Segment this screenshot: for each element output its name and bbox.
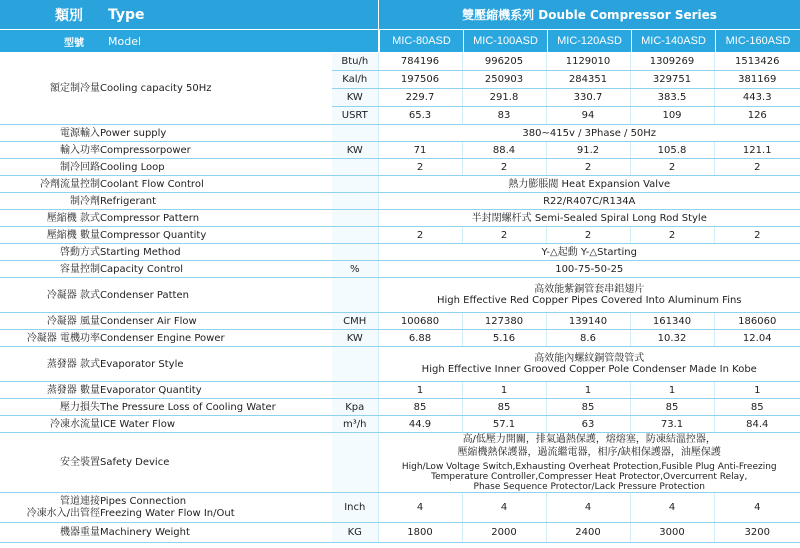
unit-cell: KW [332, 330, 378, 347]
model-header: MIC-80ASD [379, 30, 463, 52]
value-cell: 100-75-50-25 [378, 261, 800, 278]
table-header [0, 0, 800, 54]
row-label-en: Compressor Quantity [100, 227, 332, 244]
value-cell: 2 [630, 227, 714, 244]
row-label-en: Cooling capacity 50Hz [100, 53, 332, 125]
value-cell: 784196 [378, 53, 462, 71]
unit-cell: CMH [332, 313, 378, 330]
value-cell [378, 347, 800, 382]
value-line: 高/低壓力開關，排氣過熱保護，熔熔塞，防凍結溫控器， [462, 434, 716, 445]
series-header [379, 0, 800, 29]
table-row [0, 159, 800, 176]
value-cell: 383.5 [630, 89, 714, 107]
table-row [0, 399, 800, 416]
row-label-en: Starting Method [100, 244, 332, 261]
value-cell: 139140 [546, 313, 630, 330]
series-title: 雙壓縮機系列 Double Compressor Series [462, 8, 717, 22]
row-label-cn: 冷凝器 款式 [0, 278, 100, 313]
value-cell: 2 [462, 159, 546, 176]
table-row [0, 278, 800, 313]
value-cell: 1 [546, 382, 630, 399]
value-cell: 1800 [378, 523, 462, 543]
value-cell: 8.6 [546, 330, 630, 347]
unit-cell: USRT [332, 107, 378, 125]
row-label-cn: 壓力損失 [0, 399, 100, 416]
value-cell: 161340 [630, 313, 714, 330]
table-row [0, 347, 800, 382]
row-label-cn [0, 493, 100, 523]
value-cell: 1129010 [546, 53, 630, 71]
row-label-en: Evaporator Quantity [100, 382, 332, 399]
row-label-cn: 蒸發器 數量 [0, 382, 100, 399]
model-header: MIC-160ASD [715, 30, 800, 52]
row-label-en: Evaporator Style [100, 347, 332, 382]
unit-cell: KW [332, 89, 378, 107]
model-header: MIC-140ASD [631, 30, 715, 52]
value-cell: 1 [630, 382, 714, 399]
value-cell: 3000 [630, 523, 714, 543]
table-row [0, 330, 800, 347]
value-cell: 186060 [714, 313, 800, 330]
value-cell: 85 [630, 399, 714, 416]
value-cell: 63 [546, 416, 630, 433]
table-row [0, 523, 800, 543]
value-cell: 380~415v / 3Phase / 50Hz [378, 125, 800, 142]
value-cell: 73.1 [630, 416, 714, 433]
value-cell: 1309269 [630, 53, 714, 71]
value-cell: 85 [714, 399, 800, 416]
value-cell: 85 [546, 399, 630, 416]
unit-cell: Btu/h [332, 53, 378, 71]
value-line: 高效能內螺紋銅管殼管式 [534, 353, 645, 364]
value-cell: 4 [546, 493, 630, 523]
value-cell: 250903 [462, 71, 546, 89]
value-line: Phase Sequence Protector/Lack Pressure Protection [473, 482, 705, 492]
value-cell: 10.32 [630, 330, 714, 347]
unit-cell: m³/h [332, 416, 378, 433]
value-cell [378, 433, 800, 493]
value-line: High/Low Voltage Switch,Exhausting Overheat Protection,Fusible Plug Anti-Freezing [401, 462, 777, 472]
value-cell: 1513426 [714, 53, 800, 71]
value-cell: R22/R407C/R134A [378, 193, 800, 210]
row-label-en: Refrigerant [100, 193, 332, 210]
value-cell [378, 278, 800, 313]
value-cell: 12.04 [714, 330, 800, 347]
unit-cell: KG [332, 523, 378, 543]
row-label-cn: 冷凝器 電機功率 [0, 330, 100, 347]
type-header [0, 0, 378, 29]
table-row [0, 193, 800, 210]
value-cell: 2 [462, 227, 546, 244]
value-line: 高效能紫銅管套串鋁翅片 [534, 284, 645, 295]
row-label-cn: 壓縮機 款式 [0, 210, 100, 227]
table-row [0, 493, 800, 523]
row-label-en: Machinery Weight [100, 523, 332, 543]
row-label-cn: 容量控制 [0, 261, 100, 278]
row-label-en: Compressor Pattern [100, 210, 332, 227]
value-cell: Y-△起動 Y-△Starting [378, 244, 800, 261]
value-cell: 85 [378, 399, 462, 416]
row-label-cn: 冷凝器 風量 [0, 313, 100, 330]
value-cell: 996205 [462, 53, 546, 71]
value-cell: 105.8 [630, 142, 714, 159]
row-label-en: Condenser Patten [100, 278, 332, 313]
value-cell: 329751 [630, 71, 714, 89]
value-cell: 85 [462, 399, 546, 416]
row-label-en: Safety Device [100, 433, 332, 493]
value-cell: 1 [378, 382, 462, 399]
value-cell: 2000 [462, 523, 546, 543]
row-label-cn: 冷劑流量控制 [0, 176, 100, 193]
table-row [0, 244, 800, 261]
row-label-cn: 冷凍水流量 [0, 416, 100, 433]
value-cell: 4 [462, 493, 546, 523]
value-cell: 94 [546, 107, 630, 125]
row-label-en: The Pressure Loss of Cooling Water [100, 399, 332, 416]
type-en: Type [108, 6, 145, 23]
row-label-line: 管道連接 [60, 495, 100, 507]
model-en: Model [108, 34, 142, 48]
table-row [0, 210, 800, 227]
model-label-row [0, 30, 378, 52]
value-cell: 2 [546, 159, 630, 176]
model-cn: 型號 [64, 37, 84, 49]
row-label-line: 冷凍水入/出管徑 [26, 507, 100, 519]
value-cell: 84.4 [714, 416, 800, 433]
row-label-en: Power supply [100, 125, 332, 142]
row-label-en: Cooling Loop [100, 159, 332, 176]
row-label-cn: 制冷劑 [0, 193, 100, 210]
value-cell: 44.9 [378, 416, 462, 433]
value-cell: 6.88 [378, 330, 462, 347]
value-line: High Effective Inner Grooved Copper Pole Condenser Made In Kobe [421, 364, 757, 375]
value-cell: 1 [714, 382, 800, 399]
value-cell: 381169 [714, 71, 800, 89]
row-label-line: Pipes Connection [100, 495, 187, 507]
table-row [0, 176, 800, 193]
row-label-cn: 額定制冷量 [0, 53, 100, 125]
row-label-cn: 安全裝置 [0, 433, 100, 493]
row-label-en: Compressorpower [100, 142, 332, 159]
value-cell: 2 [630, 159, 714, 176]
row-label-en: Coolant Flow Control [100, 176, 332, 193]
row-label-en [100, 493, 332, 523]
value-cell: 3200 [714, 523, 800, 543]
row-label-cn: 電源輸入 [0, 125, 100, 142]
value-cell: 熱力膨脹閥 Heat Expansion Valve [378, 176, 800, 193]
type-cn: 類別 [55, 7, 83, 24]
row-label-cn: 啓動方式 [0, 244, 100, 261]
table-row [0, 313, 800, 330]
unit-cell: KW [332, 142, 378, 159]
table-row [0, 433, 800, 493]
value-cell: 330.7 [546, 89, 630, 107]
unit-cell: Kpa [332, 399, 378, 416]
table-row [0, 227, 800, 244]
value-cell: 197506 [378, 71, 462, 89]
value-line: Temperature Controller,Compresser Heat Protector,Overcurrent Relay, [431, 472, 748, 482]
row-label-en: Condenser Air Flow [100, 313, 332, 330]
value-cell: 127380 [462, 313, 546, 330]
spec-table [0, 53, 800, 543]
value-cell: 71 [378, 142, 462, 159]
row-label-cn: 機器重量 [0, 523, 100, 543]
table-row [0, 125, 800, 142]
value-cell: 半封閉螺杆式 Semi-Sealed Spiral Long Rod Style [378, 210, 800, 227]
value-cell: 5.16 [462, 330, 546, 347]
row-label-cn: 壓縮機 數量 [0, 227, 100, 244]
row-label-en: Condenser Engine Power [100, 330, 332, 347]
row-label-cn: 輸入功率 [0, 142, 100, 159]
table-row [0, 261, 800, 278]
value-cell: 121.1 [714, 142, 800, 159]
table-row [0, 382, 800, 399]
unit-cell: Inch [332, 493, 378, 523]
table-row [0, 53, 800, 71]
unit-cell: Kal/h [332, 71, 378, 89]
row-label-cn: 蒸發器 款式 [0, 347, 100, 382]
model-header: MIC-120ASD [547, 30, 631, 52]
value-cell: 1 [462, 382, 546, 399]
value-cell: 284351 [546, 71, 630, 89]
row-label-en: Capacity Control [100, 261, 332, 278]
value-cell: 88.4 [462, 142, 546, 159]
row-label-cn: 制冷回路 [0, 159, 100, 176]
value-line: High Effective Red Copper Pipes Covered Into Aluminum Fins [436, 295, 742, 306]
value-cell: 4 [378, 493, 462, 523]
value-cell: 2 [546, 227, 630, 244]
value-cell: 4 [630, 493, 714, 523]
value-cell: 109 [630, 107, 714, 125]
value-cell: 4 [714, 493, 800, 523]
unit-cell: % [332, 261, 378, 278]
value-cell: 443.3 [714, 89, 800, 107]
value-cell: 100680 [378, 313, 462, 330]
value-cell: 2 [714, 159, 800, 176]
table-row [0, 416, 800, 433]
table-row [0, 142, 800, 159]
value-cell: 2400 [546, 523, 630, 543]
value-cell: 57.1 [462, 416, 546, 433]
row-label-line: Freezing Water Flow In/Out [100, 507, 235, 519]
value-cell: 65.3 [378, 107, 462, 125]
value-line: 壓縮機熱保護器，過流繼電器，相序/缺相保護器，油壓保護 [457, 447, 721, 458]
value-cell: 91.2 [546, 142, 630, 159]
model-header: MIC-100ASD [463, 30, 547, 52]
value-cell: 291.8 [462, 89, 546, 107]
row-label-en: ICE Water Flow [100, 416, 332, 433]
value-cell: 2 [378, 227, 462, 244]
value-cell: 126 [714, 107, 800, 125]
value-cell: 229.7 [378, 89, 462, 107]
value-cell: 2 [378, 159, 462, 176]
value-cell: 83 [462, 107, 546, 125]
value-cell: 2 [714, 227, 800, 244]
